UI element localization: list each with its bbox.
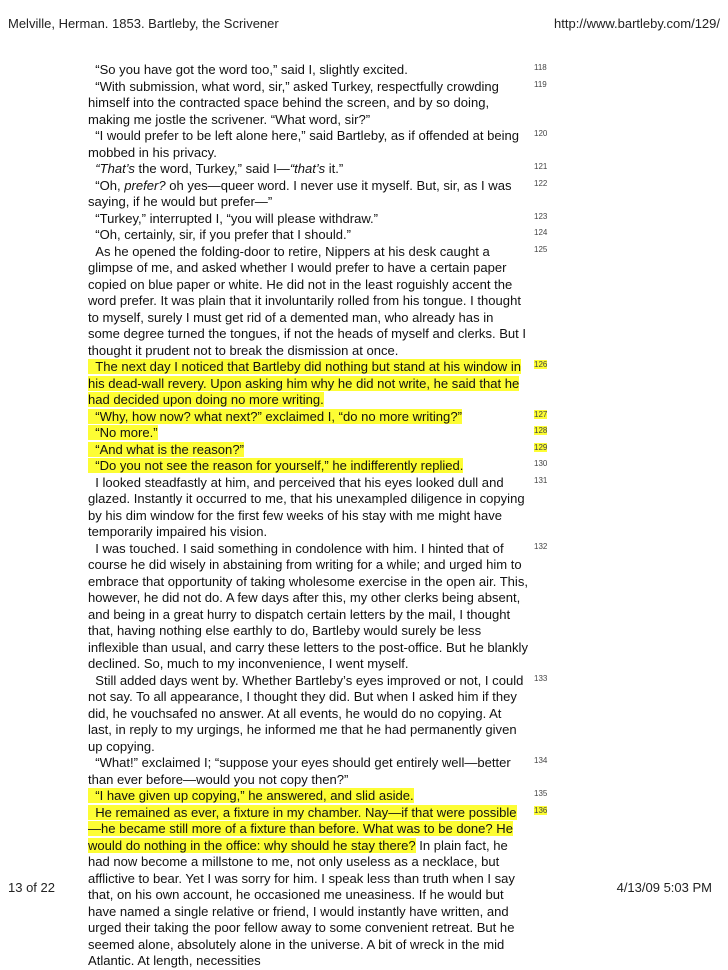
- italic-text: “that’s: [289, 161, 326, 176]
- paragraph-text: I looked steadfastly at him, and perceived that his eyes looked dull and glazed. Instantly it occurred to me, that his unexampled diligence in copying by his dim window for the first few weeks of his stay with me might have temporarily impaired his vision.: [88, 474, 525, 539]
- paragraph-text: [88, 788, 528, 805]
- paragraph-number: 126: [534, 360, 548, 369]
- paragraph-number: 130: [534, 459, 548, 468]
- paragraph-text: [88, 409, 528, 426]
- paragraph-126: [88, 359, 708, 409]
- paragraph-text: [88, 359, 528, 409]
- footer-timestamp: 4/13/09 5:03 PM: [616, 880, 712, 895]
- paragraph-122: [88, 178, 708, 211]
- paragraph-text: “With submission, what word, sir,” asked Turkey, respectfully crowding himself into the contracted space behind the screen, and by so doing, making me jostle the scrivener. “What word, sir?”: [88, 78, 499, 127]
- paragraph-number: 128: [534, 426, 548, 435]
- highlighted-text: “Do you not see the reason for yourself,” he indifferently replied.: [88, 458, 464, 473]
- text-segment: oh yes—queer word. I never use it myself. But, sir, as I was saying, if he would but prefer—”: [88, 177, 512, 209]
- paragraph-text: “Oh, certainly, sir, if you prefer that I should.”: [88, 227, 351, 242]
- paragraph-134: [88, 755, 708, 788]
- italic-text: “That’s: [88, 161, 135, 176]
- paragraph-number: 134: [534, 756, 548, 765]
- highlighted-text: “And what is the reason?”: [88, 441, 244, 457]
- text-segment: it.”: [325, 161, 344, 176]
- paragraph-number: 131: [534, 475, 548, 485]
- page-body: [88, 62, 708, 970]
- paragraph-text: “Turkey,” interrupted I, “you will please withdraw.”: [88, 210, 379, 226]
- paragraph-128: [88, 425, 708, 442]
- paragraph-121: [88, 161, 708, 178]
- paragraph-number: 123: [534, 211, 548, 221]
- paragraph-number: 120: [534, 129, 548, 138]
- header-url[interactable]: http://www.bartleby.com/129/: [554, 16, 720, 31]
- paragraph-number: 133: [534, 673, 548, 683]
- highlighted-text: The next day I noticed that Bartleby did nothing but stand at his window in his dead-wall revery. Upon asking him why he did not write, he said that he had decided upon doing no more writing.: [88, 359, 521, 407]
- paragraph-136: [88, 805, 708, 970]
- paragraph-120: [88, 128, 708, 161]
- paragraph-135: [88, 788, 708, 805]
- highlighted-text: “I have given up copying,” he answered, and slid aside.: [88, 788, 414, 803]
- paragraph-number: 118: [534, 63, 547, 72]
- highlighted-text: He remained as ever, a fixture in my chamber. Nay—if that were possible—he became still more of a fixture than before. What was to be done? He would do nothing in the office: why should he stay there?: [88, 804, 517, 853]
- paragraph-text: As he opened the folding-door to retire, Nippers at his desk caught a glimpse of me, and asked whether I would prefer to have a certain paper copied on blue paper or white. He did not in the least roguishly accent the word prefer. It was plain that it involuntarily rolled from his tongue. I thought to myself, surely I must get rid of a demented man, who already has in some degree turned the tongues, if not the heads of myself and clerks. But I thought it prudent not to break the dismission at once.: [88, 243, 527, 358]
- header-citation: Melville, Herman. 1853. Bartleby, the Scrivener: [8, 16, 279, 31]
- paragraph-number: 124: [534, 228, 548, 237]
- paragraph-number: 132: [534, 541, 548, 551]
- paragraph-number: 129: [534, 442, 548, 452]
- paragraph-text: “I would prefer to be left alone here,” said Bartleby, as if offended at being mobbed in his privacy.: [88, 128, 520, 160]
- paragraph-129: [88, 442, 708, 459]
- paragraph-number: 122: [534, 178, 548, 188]
- text-segment: “Oh,: [88, 177, 125, 193]
- paragraph-118: [88, 62, 708, 79]
- paragraph-127: [88, 409, 708, 426]
- paragraph-119: [88, 79, 708, 129]
- paragraph-number: 136: [534, 805, 548, 815]
- paragraph-124: [88, 227, 708, 244]
- footer-page-count: 13 of 22: [8, 880, 55, 895]
- paragraph-number: 121: [534, 162, 548, 171]
- paragraph-123: [88, 211, 708, 228]
- highlighted-text: “No more.”: [88, 425, 158, 440]
- paragraph-text: “What!” exclaimed I; “suppose your eyes should get entirely well—better than ever before—would you not copy then?”: [88, 755, 511, 787]
- paragraph-text: [88, 161, 528, 178]
- paragraph-number: 127: [534, 409, 548, 419]
- paragraph-text: [88, 442, 528, 459]
- paragraph-text: [88, 178, 528, 211]
- paragraph-text: [88, 425, 528, 442]
- highlighted-text: “Why, how now? what next?” exclaimed I, “do no more writing?”: [88, 408, 462, 424]
- italic-text: prefer?: [124, 177, 166, 193]
- paragraph-number: 119: [534, 79, 547, 89]
- text-segment: In plain fact, he had now become a millstone to me, not only useless as a necklace, but afflictive to bear. Yet I was sorry for him. I speak less than truth when I say that, on his own account, he occasioned me uneasiness. If he would but have named a single relative or friend, I would instantly have written, and urged their taking the poor fellow away to some convenient retreat. But he seemed alone, absolutely alone in the universe. A bit of wreck in the mid Atlantic. At length, necessities: [88, 837, 515, 968]
- paragraph-text: Still added days went by. Whether Bartleby’s eyes improved or not, I could not say. To all appearance, I thought they did. But when I asked him if they did, he vouchsafed no answer. At all events, he would do no copying. At last, in reply to my urgings, he informed me that he had permanently given up copying.: [88, 672, 524, 754]
- paragraph-132: [88, 541, 708, 673]
- paragraph-number: 125: [534, 244, 548, 254]
- paragraph-text: I was touched. I said something in condolence with him. I hinted that of course he did wisely in abstaining from writing for a while; and urged him to embrace that opportunity of taking wholesome exercise in the open air. This, however, he did not do. A few days after this, my other clerks being absent, and being in a great hurry to dispatch certain letters by the mail, I thought that, having nothing else earthly to do, Bartleby would surely be less inflexible than usual, and carry these letters to the post-office. But he blankly declined. So, much to my inconvenience, I went myself.: [88, 540, 528, 671]
- paragraph-131: [88, 475, 708, 541]
- text-segment: the word, Turkey,” said I—: [134, 161, 290, 176]
- paragraph-number: 135: [534, 789, 548, 798]
- paragraph-text: [88, 458, 528, 475]
- paragraph-125: [88, 244, 708, 360]
- paragraph-text: “So you have got the word too,” said I, slightly excited.: [88, 62, 408, 77]
- paragraph-text: [88, 805, 528, 970]
- paragraph-133: [88, 673, 708, 756]
- paragraph-130: [88, 458, 708, 475]
